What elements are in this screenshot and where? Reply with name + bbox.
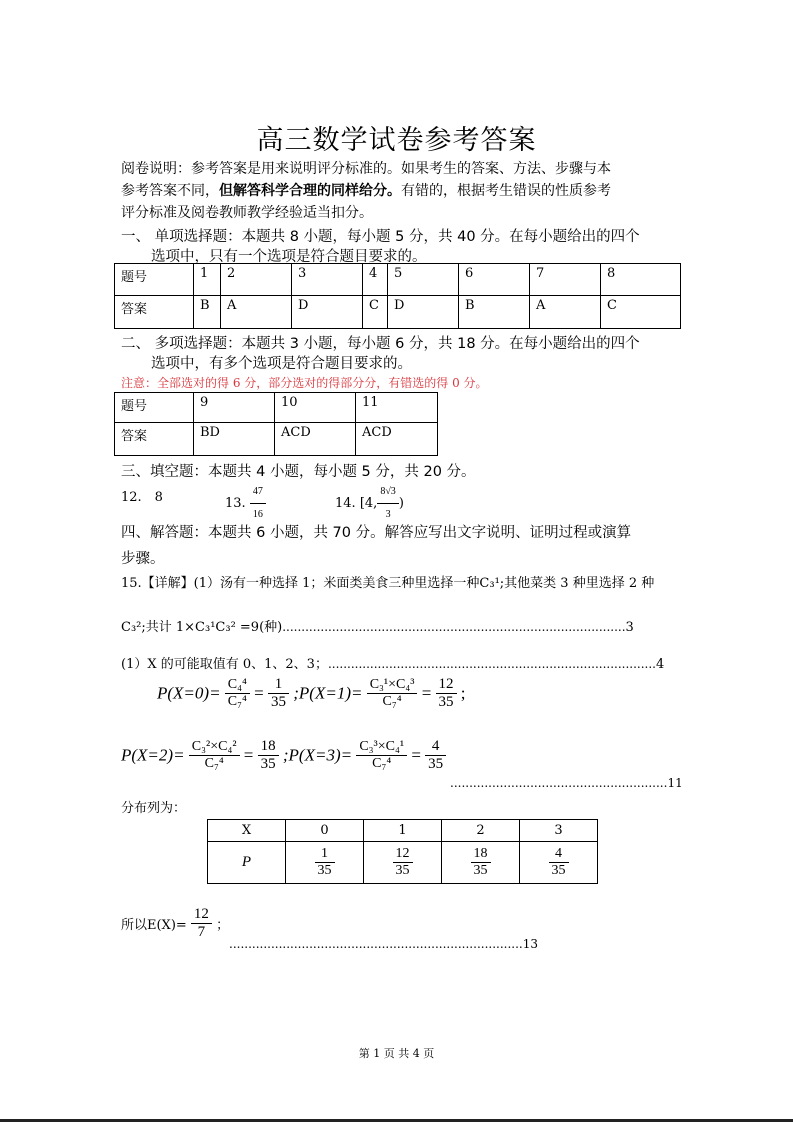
score-mark: 13	[522, 937, 538, 951]
prob-label: P(X=2)=	[121, 745, 185, 765]
prob-fraction	[367, 677, 418, 710]
fraction-numerator: 4	[425, 738, 446, 756]
prob-value	[436, 676, 457, 711]
q15-line-1: 15.【详解】(1）汤有一种选择 1；米面类美食三种里选择一种C₃¹;其他菜类 3 种里选择 2 种	[121, 576, 655, 591]
answer-cell: A	[221, 296, 292, 329]
q15-line-3	[121, 653, 664, 676]
q15-line-2	[121, 616, 634, 639]
number-cell: 8	[601, 264, 681, 296]
section4-heading: 四、解答题：本题共 6 小题，共 70 分。解答应写出文字说明、证明过程或演算	[121, 525, 632, 541]
answer-cell: A	[530, 296, 601, 329]
dot-leader: ......................................................................................	[327, 657, 656, 671]
dot-leader: .........................................................	[450, 776, 668, 790]
fraction-denominator: C₇⁴	[382, 694, 402, 709]
semicolon: ;	[460, 683, 466, 703]
section1-heading: 一、 单项选择题：本题共 8 小题，每小题 5 分，共 40 分。在每小题给出的四个	[121, 229, 640, 245]
dist-prob-cell	[442, 842, 520, 884]
q15-line-5-score	[450, 772, 683, 794]
number-cell: 7	[530, 264, 601, 296]
score-mark: 4	[656, 657, 665, 672]
answer-cell: C	[363, 296, 388, 329]
interval-open: [4,	[359, 496, 378, 511]
answer-cell: ACD	[356, 423, 438, 456]
interval-close: )	[398, 496, 404, 511]
table-header-cell: 题号	[115, 264, 194, 296]
prob-value	[258, 738, 279, 773]
fraction-denominator: 16	[252, 509, 263, 520]
fraction-numerator: 18	[471, 846, 491, 863]
fraction-denominator: 35	[317, 863, 332, 878]
distribution-label: 分布列为：	[121, 801, 187, 816]
fraction-denominator: 7	[197, 924, 206, 940]
fraction-numerator: 12	[191, 906, 212, 924]
score-mark: 11	[667, 776, 683, 790]
answer-14-fraction	[377, 481, 399, 526]
expectation-fraction	[191, 906, 212, 941]
equals-sign: =	[243, 745, 254, 765]
fraction-denominator: C₇⁴	[204, 756, 224, 771]
fraction-numerator: 12	[436, 676, 457, 694]
fraction-denominator: 35	[271, 694, 286, 710]
section2-heading-cont: 选项中，有多个选项是符合题目要求的。	[151, 356, 412, 372]
fraction-numerator: 12	[393, 846, 413, 863]
dist-header-cell: 2	[442, 820, 520, 842]
number-cell: 5	[388, 264, 459, 296]
intro-line-1: 阅卷说明：参考答案是用来说明评分标准的。如果考生的答案、方法、步骤与本	[121, 161, 611, 177]
multi-choice-table	[114, 392, 438, 456]
semicolon: ；	[216, 918, 230, 933]
intro-text-tail: 有错的，根据考生错误的性质参考	[401, 183, 611, 199]
fraction-numerator: 1	[268, 676, 289, 694]
dot-leader: .............................................................................	[229, 937, 523, 951]
scoring-note: 注意：全部选对的得 6 分，部分选对的得部分分，有错选的得 0 分。	[121, 376, 488, 390]
dist-fraction	[393, 846, 413, 879]
answer-cell: BD	[194, 423, 275, 456]
table-header-cell: 答案	[115, 423, 194, 456]
dot-leader: ..........................................................................................	[282, 620, 626, 634]
answer-cell: C	[601, 296, 681, 329]
fraction-denominator: 3	[385, 509, 391, 520]
prob-x2-x3	[121, 738, 446, 773]
dist-fraction	[471, 846, 491, 879]
dist-p-label: P	[208, 842, 286, 884]
answer-13	[225, 481, 266, 526]
dist-prob-cell	[286, 842, 364, 884]
number-cell: 11	[356, 393, 438, 423]
prob-x0-x1	[157, 676, 466, 711]
intro-text: 参考答案不同，	[121, 183, 219, 199]
q15-combination-total: C₃²;共计 1×C₃¹C₃² =9(种)	[121, 620, 283, 635]
distribution-table	[207, 819, 598, 884]
fraction-denominator: 35	[473, 863, 488, 878]
expectation	[121, 906, 229, 941]
number-cell: 1	[194, 264, 221, 296]
fraction-numerator: C₃³×C₄¹	[356, 739, 407, 756]
number-cell: 2	[221, 264, 292, 296]
page-title: 高三数学试卷参考答案	[256, 125, 537, 156]
dist-fraction	[315, 846, 335, 879]
equals-sign: =	[411, 745, 421, 765]
dist-prob-cell	[364, 842, 442, 884]
prob-label: ;P(X=1)=	[293, 683, 363, 703]
dist-header-cell: 1	[364, 820, 442, 842]
answer-cell: B	[459, 296, 530, 329]
fraction-numerator: C₄⁴	[225, 677, 250, 694]
table-header-cell: 题号	[115, 393, 194, 423]
prob-value	[268, 676, 289, 711]
fraction-denominator: 35	[438, 694, 454, 710]
answer-cell: B	[194, 296, 221, 329]
prob-fraction	[225, 677, 250, 710]
answer-cell: D	[292, 296, 363, 329]
number-cell: 4	[363, 264, 388, 296]
section2-heading: 二、 多项选择题：本题共 3 小题，每小题 6 分，共 18 分。在每小题给出的四个	[121, 336, 640, 352]
fraction-denominator: C₇⁴	[372, 756, 392, 771]
equals-sign: =	[254, 683, 264, 703]
answer-14	[335, 481, 404, 526]
number-cell: 6	[459, 264, 530, 296]
expectation-score	[229, 933, 538, 955]
dist-fraction	[549, 846, 569, 879]
dist-header-cell: X	[208, 820, 286, 842]
prob-value	[425, 738, 446, 773]
fraction-denominator: 35	[260, 756, 276, 772]
answer-cell: ACD	[275, 423, 356, 456]
expectation-label: 所以E(X)=	[121, 918, 187, 933]
section3-heading: 三、填空题：本题共 4 小题，每小题 5 分，共 20 分。	[121, 464, 476, 480]
fraction-numerator: C₃¹×C₄³	[367, 677, 418, 694]
number-cell: 9	[194, 393, 275, 423]
dist-header-cell: 0	[286, 820, 364, 842]
score-mark: 3	[625, 620, 634, 635]
fraction-numerator: 8√3	[377, 481, 399, 504]
answer-12: 12. 8	[121, 490, 163, 505]
fraction-denominator: 35	[395, 863, 410, 878]
prob-fraction	[189, 739, 240, 772]
answer-14-label: 14.	[335, 496, 356, 511]
fraction-numerator: 47	[250, 481, 266, 504]
section1-heading-cont: 选项中，只有一个选项是符合题目要求的。	[151, 249, 427, 265]
number-cell: 3	[292, 264, 363, 296]
single-choice-table	[114, 263, 681, 329]
answer-13-fraction	[250, 481, 266, 526]
fraction-denominator: C₇⁴	[227, 694, 247, 709]
prob-label: P(X=0)=	[157, 683, 221, 703]
intro-line-2	[121, 180, 611, 202]
intro-bold: 但解答科学合理的同样给分。	[219, 183, 401, 199]
section4-heading-cont: 步骤。	[121, 551, 165, 567]
table-header-cell: 答案	[115, 296, 194, 329]
fraction-numerator: 18	[258, 738, 279, 756]
fraction-denominator: 35	[428, 756, 444, 772]
intro-line-3: 评分标准及阅卷教师教学经验适当扣分。	[121, 205, 373, 221]
fraction-numerator: 1	[315, 846, 335, 863]
number-cell: 10	[275, 393, 356, 423]
dist-header-cell: 3	[520, 820, 598, 842]
fraction-numerator: C₃²×C₄²	[189, 739, 240, 756]
prob-fraction	[356, 739, 407, 772]
dist-prob-cell	[520, 842, 598, 884]
page-footer: 第 1 页 共 4 页	[358, 1047, 435, 1060]
fraction-denominator: 35	[551, 863, 566, 878]
equals-sign: =	[421, 683, 432, 703]
answer-13-label: 13.	[225, 496, 246, 511]
answer-cell: D	[388, 296, 459, 329]
q15-possible-values: (1）X 的可能取值有 0、1、2、3；	[121, 657, 328, 672]
fraction-numerator: 4	[549, 846, 569, 863]
prob-label: ;P(X=3)=	[282, 745, 353, 765]
